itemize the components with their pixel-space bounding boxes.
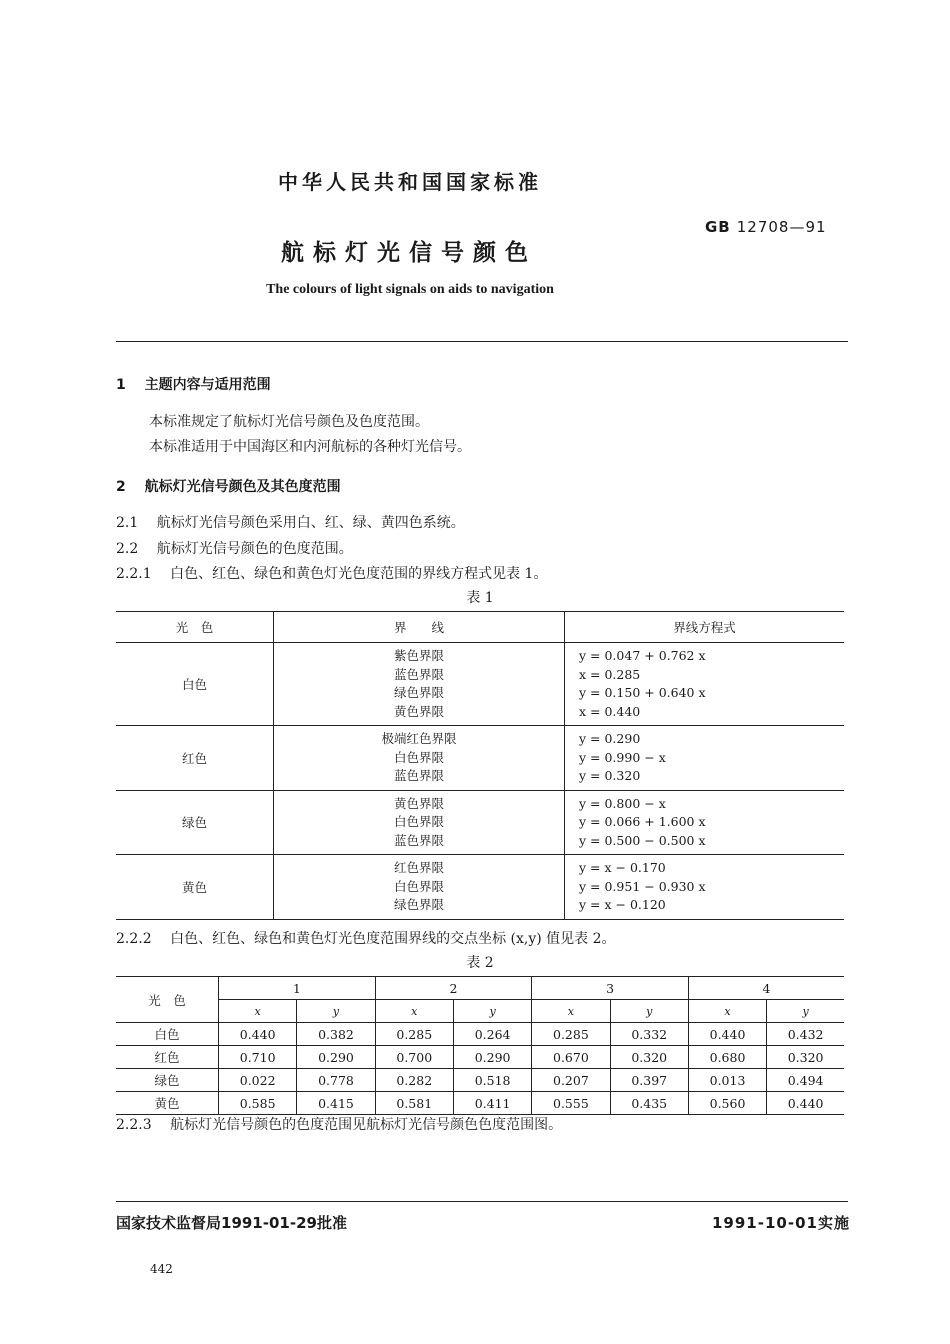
clause-2-1 (116, 512, 465, 532)
boundary-name: 紫色界限 (393, 648, 444, 663)
boundary-name: 极端红色界限 (381, 731, 457, 746)
equation: y = 0.066 + 1.600 x (579, 814, 706, 829)
clause-2-2-1-number: 2.2.1 (116, 566, 152, 582)
table-row (116, 1023, 844, 1046)
table2-sub-y: y (610, 1000, 688, 1023)
section1-number: 1 (116, 377, 126, 393)
section2-number: 2 (116, 479, 126, 495)
boundary-name: 绿色界限 (393, 897, 444, 912)
table1-eqs-white (565, 643, 845, 726)
table-cell: 0.435 (610, 1092, 688, 1115)
table1-eqs-red (565, 726, 845, 791)
equation: y = 0.320 (579, 768, 641, 783)
boundary-name: 黄色界限 (393, 703, 444, 719)
boundary-name: 蓝色界限 (393, 832, 444, 848)
table-cell: 0.440 (688, 1023, 766, 1046)
section1-title: 主题内容与适用范围 (144, 377, 271, 393)
table-cell: 0.332 (610, 1023, 688, 1046)
equation: y = 0.990 − x (579, 749, 666, 765)
clause-2-2-3-number: 2.2.3 (116, 1117, 152, 1133)
table-cell: 0.680 (688, 1046, 766, 1069)
table-row (116, 855, 844, 920)
table-cell: 0.285 (532, 1023, 610, 1046)
table-cell: 0.411 (453, 1092, 531, 1115)
clause-2-2-2-number: 2.2.2 (116, 931, 152, 947)
standard-category-title: 中华人民共和国国家标准 (278, 170, 542, 194)
implementation-date: 1991-10-01实施 (712, 1214, 850, 1232)
equation: y = x − 0.120 (579, 897, 666, 912)
table-cell: 0.432 (767, 1023, 844, 1046)
table1-color-green: 绿色 (116, 790, 274, 855)
table2-sub-x: x (375, 1000, 453, 1023)
table1-boundary-equations (116, 611, 844, 920)
table-cell: 0.290 (453, 1046, 531, 1069)
table1-eqs-green (565, 790, 845, 855)
table2-color-red: 红色 (116, 1046, 219, 1069)
table-row (116, 1092, 844, 1115)
table-cell: 0.710 (219, 1046, 297, 1069)
table-cell: 0.397 (610, 1069, 688, 1092)
table2-sub-x: x (688, 1000, 766, 1023)
table-cell: 0.440 (767, 1092, 844, 1115)
boundary-name: 白色界限 (393, 814, 444, 829)
section1-paragraph-1: 本标准规定了航标灯光信号颜色及色度范围。 (149, 414, 429, 430)
clause-2-2-text: 航标灯光信号颜色的色度范围。 (156, 541, 353, 557)
table2-sub-x: x (219, 1000, 297, 1023)
clause-2-2-1 (116, 563, 547, 583)
table-row (116, 643, 844, 726)
table-cell: 0.670 (532, 1046, 610, 1069)
table1-header-boundary: 界 线 (274, 612, 565, 643)
table2-point-4: 4 (688, 977, 844, 1000)
table-cell: 0.264 (453, 1023, 531, 1046)
table-cell: 0.581 (375, 1092, 453, 1115)
equation: y = 0.500 − 0.500 x (579, 832, 706, 848)
clause-2-2-3-text: 航标灯光信号颜色的色度范围见航标灯光信号颜色色度范围图。 (170, 1117, 563, 1133)
equation: y = 0.800 − x (579, 795, 666, 811)
table1-bounds-yellow (274, 855, 565, 920)
document-title-en: The colours of light signals on aids to navigation (266, 282, 554, 297)
table2-point-3: 3 (532, 977, 689, 1000)
boundary-name: 红色界限 (393, 860, 444, 875)
table2-sub-y: y (767, 1000, 844, 1023)
table2-sub-y: y (297, 1000, 375, 1023)
table2-color-yellow: 黄色 (116, 1092, 219, 1115)
table2-corner: 光 色 (116, 977, 219, 1023)
table2-point-2: 2 (375, 977, 532, 1000)
document-title-cn: 航标灯光信号颜色 (281, 240, 537, 266)
table-cell: 0.022 (219, 1069, 297, 1092)
boundary-name: 白色界限 (393, 749, 444, 765)
boundary-name: 白色界限 (393, 878, 444, 894)
clause-2-1-number: 2.1 (116, 515, 139, 531)
equation: x = 0.440 (579, 703, 641, 719)
clause-2-2-2 (116, 928, 616, 948)
table-cell: 0.282 (375, 1069, 453, 1092)
table2-caption: 表 2 (466, 955, 494, 971)
clause-2-2-3 (116, 1114, 562, 1134)
table-cell: 0.555 (532, 1092, 610, 1115)
table-cell: 0.290 (297, 1046, 375, 1069)
clause-2-2-2-text: 白色、红色、绿色和黄色灯光色度范围界线的交点坐标 (x,y) 值见表 2。 (170, 931, 616, 947)
table2-sub-y: y (453, 1000, 531, 1023)
table1-header-color: 光 色 (116, 612, 274, 643)
table1-caption: 表 1 (466, 590, 494, 606)
table-cell: 0.415 (297, 1092, 375, 1115)
table1-color-white: 白色 (116, 643, 274, 726)
table-row (116, 726, 844, 791)
equation: y = 0.951 − 0.930 x (579, 878, 706, 894)
table-cell: 0.320 (767, 1046, 844, 1069)
table-cell: 0.382 (297, 1023, 375, 1046)
table1-bounds-white (274, 643, 565, 726)
table-cell: 0.560 (688, 1092, 766, 1115)
table2-point-1: 1 (219, 977, 376, 1000)
table2-intersection-coordinates (116, 976, 844, 1115)
table-row (116, 1046, 844, 1069)
table-row (116, 790, 844, 855)
table1-bounds-red (274, 726, 565, 791)
table-cell: 0.778 (297, 1069, 375, 1092)
equation: y = 0.150 + 0.640 x (579, 685, 706, 700)
approval-statement: 国家技术监督局1991-01-29批准 (116, 1214, 347, 1232)
clause-2-2-number: 2.2 (116, 541, 139, 557)
table-cell: 0.013 (688, 1069, 766, 1092)
table1-color-yellow: 黄色 (116, 855, 274, 920)
table1-color-red: 红色 (116, 726, 274, 791)
section2-title: 航标灯光信号颜色及其色度范围 (144, 479, 341, 495)
code-prefix: GB (705, 218, 731, 236)
clause-2-1-text: 航标灯光信号颜色采用白、红、绿、黄四色系统。 (156, 515, 465, 531)
section2-heading (116, 476, 341, 496)
section1-paragraph-2: 本标准适用于中国海区和内河航标的各种灯光信号。 (149, 439, 471, 455)
table1-bounds-green (274, 790, 565, 855)
equation: x = 0.285 (579, 666, 641, 682)
footer-divider (116, 1201, 848, 1202)
equation: y = 0.290 (579, 731, 641, 746)
section1-heading (116, 374, 271, 394)
table-cell: 0.585 (219, 1092, 297, 1115)
table-cell: 0.494 (767, 1069, 844, 1092)
equation: y = 0.047 + 0.762 x (579, 648, 706, 663)
boundary-name: 绿色界限 (393, 685, 444, 700)
table1-header-equation: 界线方程式 (565, 612, 845, 643)
table-cell: 0.700 (375, 1046, 453, 1069)
table2-color-white: 白色 (116, 1023, 219, 1046)
table-cell: 0.518 (453, 1069, 531, 1092)
boundary-name: 蓝色界限 (393, 666, 444, 682)
code-number: 12708—91 (736, 218, 827, 236)
page-number: 442 (150, 1262, 173, 1276)
boundary-name: 蓝色界限 (393, 768, 444, 783)
table-cell: 0.285 (375, 1023, 453, 1046)
equation: y = x − 0.170 (579, 860, 666, 875)
header-divider (116, 341, 848, 342)
table-cell: 0.440 (219, 1023, 297, 1046)
table1-eqs-yellow (565, 855, 845, 920)
table-cell: 0.207 (532, 1069, 610, 1092)
table2-sub-x: x (532, 1000, 610, 1023)
clause-2-2 (116, 538, 353, 558)
clause-2-2-1-text: 白色、红色、绿色和黄色灯光色度范围的界线方程式见表 1。 (170, 566, 548, 582)
table-cell: 0.320 (610, 1046, 688, 1069)
boundary-name: 黄色界限 (393, 795, 444, 811)
table-row (116, 1069, 844, 1092)
table2-color-green: 绿色 (116, 1069, 219, 1092)
